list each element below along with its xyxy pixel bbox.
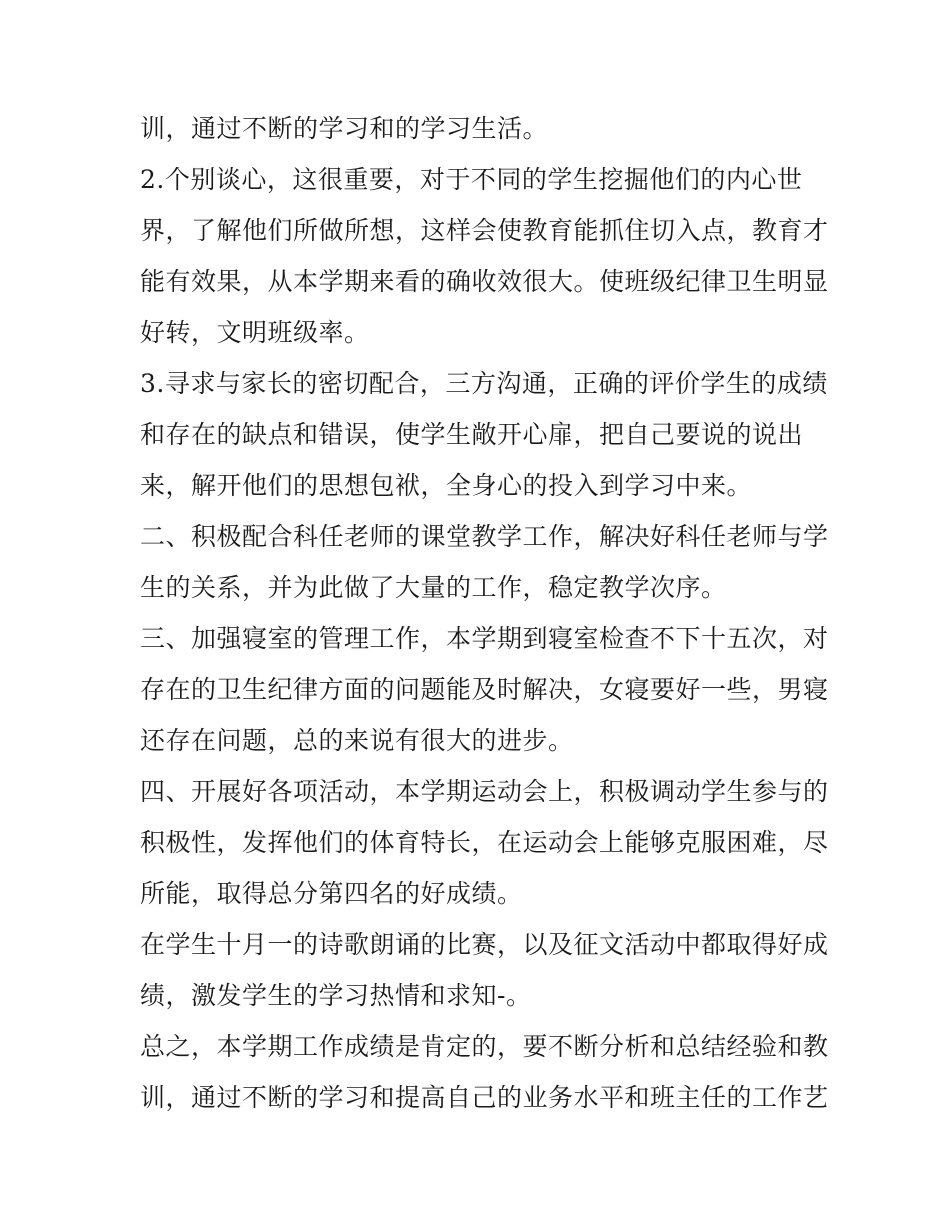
text-line: 3.寻求与家长的密切配合，三方沟通，正确的评价学生的成绩 xyxy=(140,369,828,398)
text-line: 总之，本学期工作成绩是肯定的，要不断分析和总结经验和教 xyxy=(140,1032,829,1061)
text-line: 还存在问题，总的来说有很大的进步。 xyxy=(140,726,574,755)
text-line: 能有效果，从本学期来看的确收效很大。使班级纪律卫生明显 xyxy=(140,267,829,296)
text-line: 好转，文明班级率。 xyxy=(140,318,370,347)
text-line: 生的关系，并为此做了大量的工作，稳定教学次序。 xyxy=(140,573,727,602)
text-line: 和存在的缺点和错误，使学生敞开心扉，把自己要说的说出 xyxy=(140,420,804,449)
text-line: 所能，取得总分第四名的好成绩。 xyxy=(140,879,523,908)
text-line: 二、积极配合科任老师的课堂教学工作，解决好科任老师与学 xyxy=(140,522,829,551)
text-line: 四、开展好各项活动，本学期运动会上，积极调动学生参与的 xyxy=(140,777,829,806)
text-line: 积极性，发挥他们的体育特长，在运动会上能够克服困难，尽 xyxy=(140,828,829,857)
text-line: 训，通过不断的学习和提高自己的业务水平和班主任的工作艺 xyxy=(140,1083,829,1112)
text-line: 来，解开他们的思想包袱，全身心的投入到学习中来。 xyxy=(140,471,753,500)
text-line: 界，了解他们所做所想，这样会使教育能抓住切入点，教育才 xyxy=(140,216,829,245)
text-line: 在学生十月一的诗歌朗诵的比赛，以及征文活动中都取得好成 xyxy=(140,930,829,959)
text-line: 2.个别谈心，这很重要，对于不同的学生挖掘他们的内心世 xyxy=(140,165,803,194)
text-line: 三、加强寝室的管理工作，本学期到寝室检查不下十五次，对 xyxy=(140,624,829,653)
text-line: 绩，激发学生的学习热情和求知-。 xyxy=(140,981,532,1010)
text-line: 存在的卫生纪律方面的问题能及时解决，女寝要好一些，男寝 xyxy=(140,675,829,704)
text-line: 训，通过不断的学习和的学习生活。 xyxy=(140,114,549,143)
